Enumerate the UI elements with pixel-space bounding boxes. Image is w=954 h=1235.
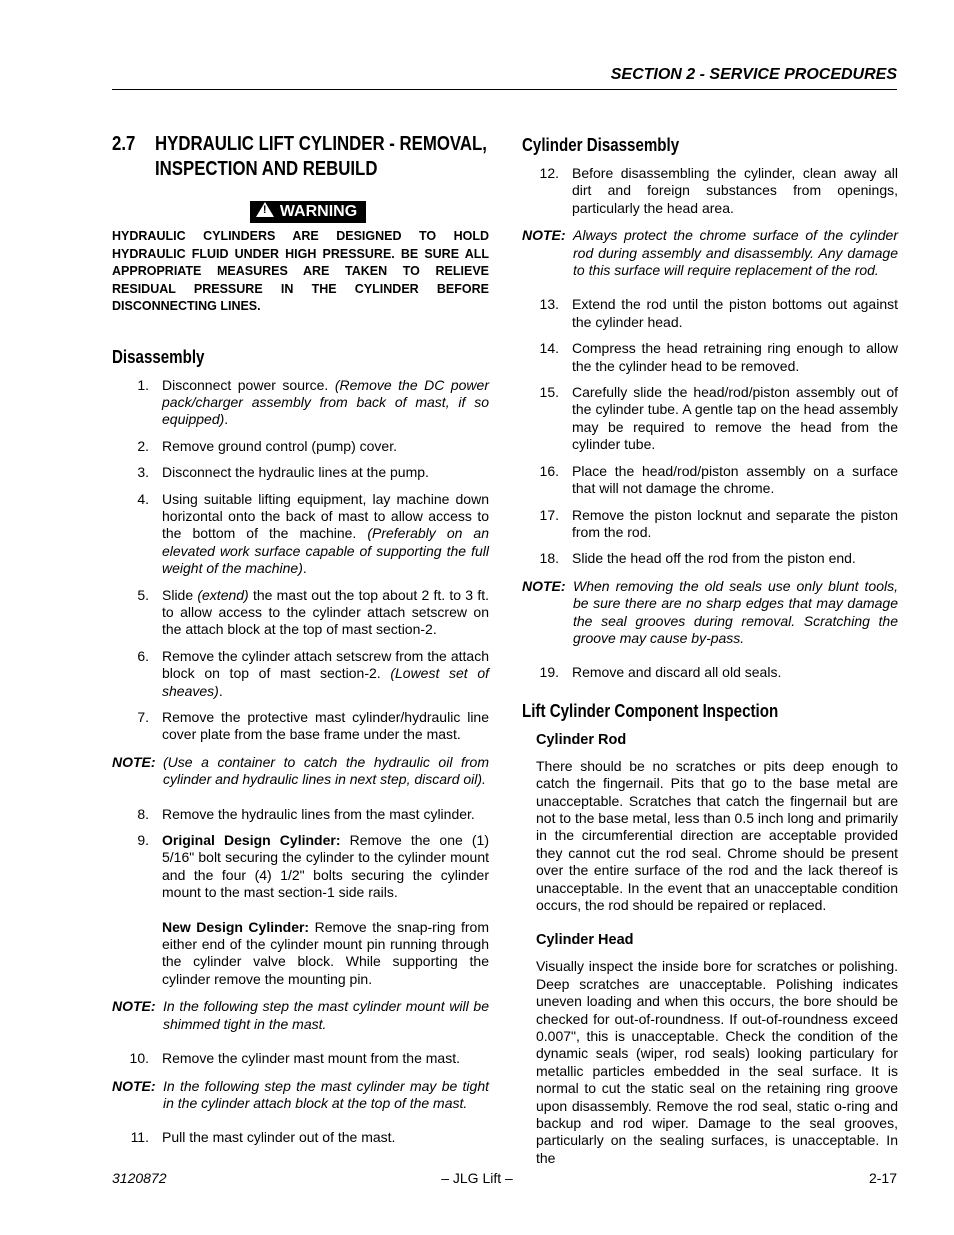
item-text: Disconnect the hydraulic lines at the pump. — [162, 464, 429, 481]
note-text: In the following step the mast cylinder mount will be shimmed tight in the mast. — [163, 998, 489, 1032]
item-italic: (Lowest set of sheaves) — [162, 665, 489, 699]
item-number: 12. — [539, 165, 559, 181]
item-text: Place the head/rod/piston assembly on a surface that will not damage the chrome. — [572, 462, 898, 497]
list-item — [112, 1050, 489, 1067]
page-header: SECTION 2 - SERVICE PROCEDURES — [610, 66, 897, 83]
disassembly-heading — [112, 346, 489, 368]
item-text: Slide the head off the rod from the piston end. — [572, 550, 856, 567]
list-item — [112, 648, 489, 700]
item-number: 11. — [130, 1129, 149, 1146]
item-text: the mast out the top about 2 ft. to 3 ft. to allow access to the cylinder attach setscrew on the attach block at the top of mast section-2. — [162, 586, 489, 638]
section-title-text — [155, 132, 550, 182]
item-number: 7. — [137, 709, 149, 725]
list-item — [522, 296, 898, 331]
list-item — [522, 340, 898, 375]
item-number: 19. — [539, 664, 559, 681]
item-text: Remove the cylinder attach setscrew from the attach block on top of mast section-2. — [162, 647, 489, 682]
list-item — [112, 377, 489, 429]
note-label: NOTE: — [522, 227, 566, 244]
inspection-heading-text: Lift Cylinder Component Inspection — [522, 700, 779, 721]
item-bold: New Design Cylinder: — [162, 918, 310, 935]
item-number: 4. — [137, 490, 149, 507]
section-title-line1: HYDRAULIC LIFT CYLINDER - REMOVAL, — [155, 133, 487, 155]
item-italic: (Preferably on an elevated work surface capable of supporting the full weight of the machine) — [162, 525, 489, 577]
item-text: Remove the hydraulic lines from the mast cylinder. — [162, 805, 475, 822]
item-text: Before disassembling the cylinder, clean away all dirt and foreign substances from openings, particularly the head area. — [572, 165, 898, 216]
note — [112, 998, 489, 1033]
cylinder-rod-text: There should be no scratches or pits deep enough to catch the fingernail. Pits that go to the base metal are unacceptable. Scratches that catch the fingernail but are not to the base metal, less than 0.5 inch long and primarily in the circumferential direction are acceptable provided they cannot cut the rod seal. Chrome should be present over the entire surface of the rod and the lack thereof is unacceptable. In the event that an unacceptable condition occurs, the rod should be repaired or replaced. — [536, 757, 898, 913]
item-tail: . — [218, 682, 223, 699]
list-item — [112, 587, 489, 639]
warning-banner — [112, 201, 489, 225]
item-number: 16. — [539, 462, 559, 479]
cylinder-disassembly-heading — [522, 134, 898, 156]
item-text: Remove the snap-ring from either end of the cylinder mount pin running through the cylinder valve block. While supporting the cylinder remove the mounting pin. — [162, 918, 489, 987]
item-number: 17. — [539, 506, 559, 523]
cylinder-disassembly-heading-text: Cylinder Disassembly — [522, 135, 680, 155]
section-title-line2: INSPECTION AND REBUILD — [155, 158, 378, 180]
item-text: Disconnect power source. — [162, 376, 335, 393]
item-number: 8. — [137, 805, 149, 822]
section-number: 2.7 — [112, 133, 136, 155]
list-item — [112, 1129, 489, 1146]
item-text: Pull the mast cylinder out of the mast. — [162, 1129, 396, 1146]
item-number: 14. — [539, 340, 559, 357]
item-number: 5. — [137, 586, 149, 603]
item-pre: Slide — [162, 586, 198, 603]
item-text: Remove the protective mast cylinder/hydraulic line cover plate from the base frame under the mast. — [162, 709, 489, 743]
note-text: (Use a container to catch the hydraulic oil from cylinder and hydraulic lines in next step, discard oil). — [163, 753, 489, 788]
inspection-heading — [522, 700, 898, 722]
cylinder-head-text: Visually inspect the inside bore for scratches or polishing. Deep scratches are unacceptable. Polishing indicates uneven loading and when this occurs, the bore should be checked for out-of-roundness. If out-of-roundness exceed 0.007", this is unacceptable. Check the condition of the dynamic seals (wiper, rod seals) looking particulary for metallic particles embedded in the seal surface. It is normal to cut the static seal on the retaining ring groove upon disassembly. Remove the rod seal, static o-ring and backup and rod wiper. Damage to the seal grooves, particularly on the sealing surfaces, is unacceptable. In the — [536, 958, 898, 1166]
item-italic: (Remove the DC power pack/charger assembly from back of mast, if so equipped) — [162, 376, 489, 428]
item-italic: (extend) — [197, 586, 249, 603]
item-tail: . — [224, 411, 229, 428]
item-text: Compress the head retraining ring enough to allow the the cylinder head to be removed. — [572, 340, 898, 374]
warning-triangle-icon — [256, 202, 274, 217]
footer-doc-number: 3120872 — [112, 1170, 167, 1186]
item-number: 18. — [539, 550, 559, 567]
item-number: 10. — [129, 1050, 149, 1067]
item-number: 2. — [137, 437, 149, 454]
list-item — [112, 491, 489, 578]
item-text: Remove ground control (pump) cover. — [162, 437, 397, 454]
list-item — [112, 438, 489, 455]
item-subparagraph — [162, 919, 489, 989]
item-number: 13. — [539, 296, 559, 313]
list-item — [112, 464, 489, 481]
item-text: Using suitable lifting equipment, lay machine down horizontal onto the back of mast to allow access to the bottom of the machine. — [162, 490, 489, 542]
list-item — [522, 507, 898, 542]
note — [522, 578, 898, 648]
footer-page-number: 2-17 — [868, 1170, 897, 1186]
cylinder-rod-heading: Cylinder Rod — [536, 731, 627, 748]
note-label: NOTE: — [112, 1077, 156, 1094]
right-column — [522, 132, 898, 1176]
item-number: 6. — [137, 647, 149, 664]
item-number: 9. — [137, 832, 149, 849]
item-number: 15. — [539, 384, 559, 401]
item-text: Extend the rod until the piston bottoms out against the cylinder head. — [572, 296, 898, 330]
list-item — [522, 384, 898, 454]
note-text: In the following step the mast cylinder may be tight in the cylinder attach block at the top of the mast. — [163, 1077, 489, 1111]
note-label: NOTE: — [522, 577, 566, 594]
item-number: 1. — [137, 376, 149, 393]
item-bold: Original Design Cylinder: — [162, 832, 341, 849]
item-text: Remove and discard all old seals. — [572, 664, 782, 681]
note-label: NOTE: — [112, 998, 156, 1015]
note — [112, 754, 489, 789]
list-item — [522, 165, 898, 217]
list-item — [522, 463, 898, 498]
note-text: When removing the old seals use only blunt tools, be sure there are no sharp edges that may damage the seal grooves during removal. Scratching the groove may cause by-pass. — [573, 577, 898, 646]
item-text: Remove the piston locknut and separate the piston from the rod. — [572, 506, 898, 540]
item-text: Remove the one (1) 5/16" bolt securing the cylinder to the cylinder mount and the four (4) 1/2" bolts securing the cylinder mount to the mast section-1 side rails. — [162, 832, 490, 901]
list-item — [112, 832, 489, 988]
disassembly-heading-text: Disassembly — [112, 346, 205, 367]
list-item — [522, 550, 898, 567]
list-item — [112, 806, 489, 823]
list-item — [112, 709, 489, 744]
note-text: Always protect the chrome surface of the cylinder rod during assembly and disassembly. Any damage to this surface will require replacement of the rod. — [573, 227, 898, 279]
left-column — [112, 132, 489, 1156]
item-tail: . — [302, 560, 307, 577]
list-item — [522, 664, 898, 681]
item-text: Remove the cylinder mast mount from the mast. — [162, 1050, 460, 1067]
header-rule — [112, 89, 897, 90]
note — [112, 1078, 489, 1113]
note-label: NOTE: — [112, 753, 156, 770]
item-number: 3. — [137, 464, 149, 481]
footer-center: – JLG Lift – — [441, 1170, 513, 1186]
warning-text: HYDRAULIC CYLINDERS ARE DESIGNED TO HOLD HYDRAULIC FLUID UNDER HIGH PRESSURE. BE SURE ALL APPROPRIATE MEASURES ARE TAKEN TO RELIEVE RESIDUAL PRESSURE IN THE CYLINDER BEFORE DISCONNECTING LINES. — [112, 229, 489, 313]
cylinder-head-heading: Cylinder Head — [536, 932, 634, 949]
item-text: Carefully slide the head/rod/piston assembly out of the cylinder tube. A gentle tap on the head assembly may be required to remove the head from the cylinder tube. — [572, 384, 898, 453]
note — [522, 227, 898, 279]
section-title — [112, 132, 489, 188]
warning-badge — [250, 201, 366, 223]
warning-label: WARNING — [279, 203, 358, 220]
